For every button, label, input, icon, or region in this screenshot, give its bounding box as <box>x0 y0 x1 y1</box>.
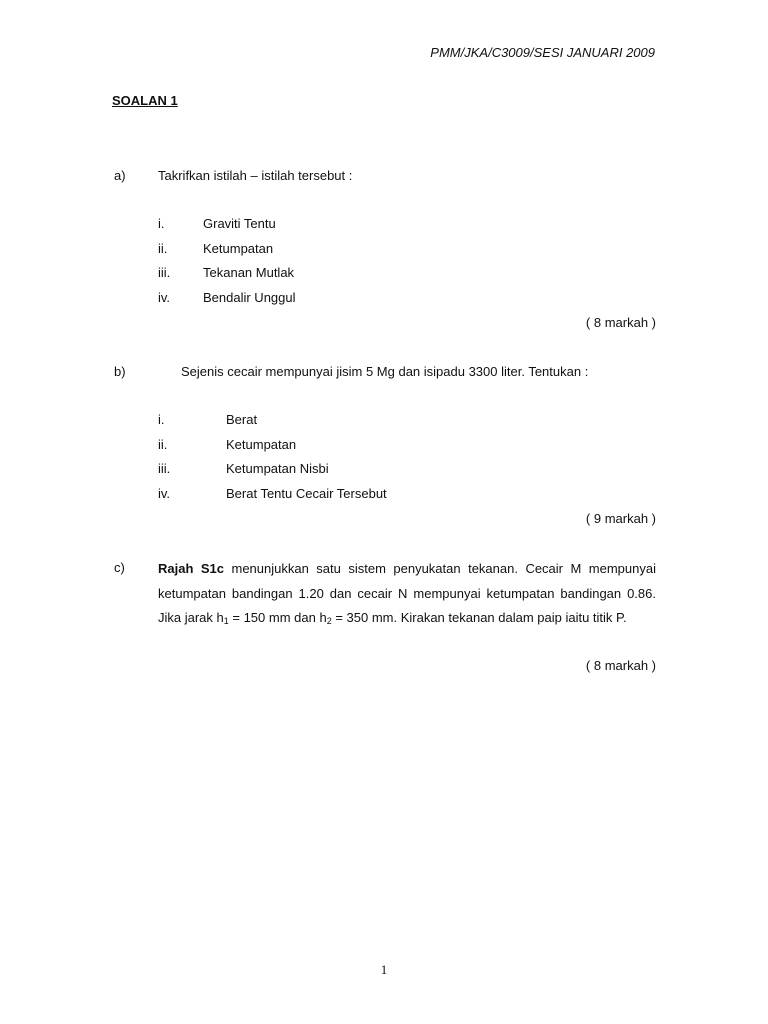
part-b-item-num: iii. <box>158 461 171 476</box>
part-b-item-text: Berat Tentu Cecair Tersebut <box>226 486 387 501</box>
part-b-item-num: iv. <box>158 486 171 501</box>
part-a-item-text: Graviti Tentu <box>203 216 276 231</box>
part-a-item-num: iii. <box>158 265 171 280</box>
page-number: 1 <box>380 962 388 977</box>
part-a-item-text: Tekanan Mutlak <box>203 265 295 280</box>
subscript: 2 <box>326 616 332 627</box>
part-c-text: menunjukkan satu sistem penyukatan tekanan. Cecair M mempunyai ketumpatan bandingan 1.20 dan cecair N mempunyai ketumpatan bandingan 0.86. Jika jarak h <box>158 561 656 626</box>
part-c-label: c) <box>114 560 125 575</box>
figure-reference: Rajah S1c <box>158 561 225 576</box>
part-b-item-num: ii. <box>158 437 168 452</box>
part-b-prompt: Sejenis cecair mempunyai jisim 5 Mg dan isipadu 3300 liter. Tentukan : <box>181 364 589 379</box>
part-b-label: b) <box>114 364 126 379</box>
part-b-item-text: Ketumpatan <box>226 437 297 452</box>
document-code-header: PMM/JKA/C3009/SESI JANUARI 2009 <box>430 45 655 60</box>
part-a-item-num: ii. <box>158 241 168 256</box>
part-a-label: a) <box>114 168 126 183</box>
part-a-item-num: i. <box>158 216 165 231</box>
part-a-item-text: Bendalir Unggul <box>203 290 296 305</box>
part-b-item-text: Ketumpatan Nisbi <box>226 461 329 476</box>
part-b-marks: ( 9 markah ) <box>585 511 656 526</box>
part-a-prompt: Takrifkan istilah – istilah tersebut : <box>158 168 353 183</box>
question-heading: SOALAN 1 <box>112 93 178 108</box>
part-a-item-text: Ketumpatan <box>203 241 274 256</box>
part-c-paragraph <box>158 557 656 631</box>
part-c-text: = 350 mm. Kirakan tekanan dalam paip iaitu titik P. <box>331 610 627 626</box>
part-c-marks: ( 8 markah ) <box>585 658 656 673</box>
part-b-item-text: Berat <box>226 412 258 427</box>
part-c-text: = 150 mm dan h <box>228 610 327 626</box>
subscript: 1 <box>223 616 229 627</box>
part-a-item-num: iv. <box>158 290 171 305</box>
part-b-item-num: i. <box>158 412 165 427</box>
part-a-marks: ( 8 markah ) <box>585 315 656 330</box>
